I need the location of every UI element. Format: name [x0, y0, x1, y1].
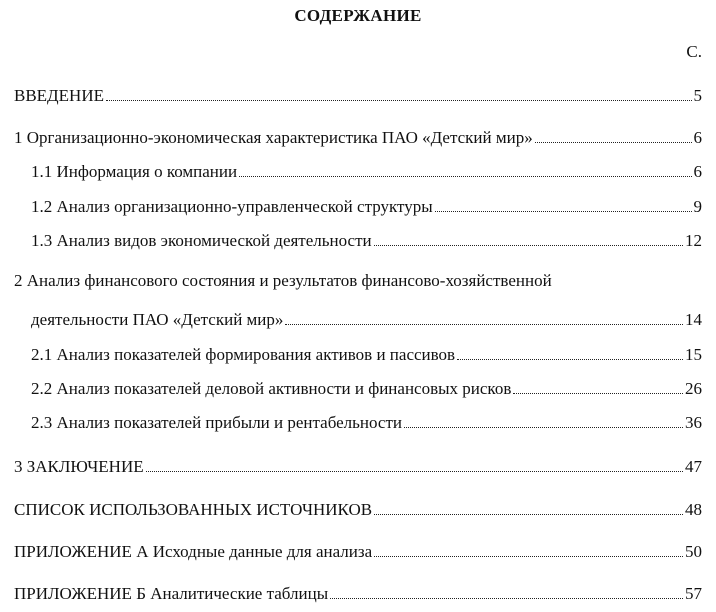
toc-entry-label: 2.2 Анализ показателей деловой активности и финансовых рисков	[31, 379, 512, 398]
toc-entry-label: 1 Организационно-экономическая характеристика ПАО «Детский мир»	[14, 128, 533, 147]
toc-entry-page: 6	[693, 162, 702, 181]
toc-entry-page: 6	[693, 128, 702, 147]
dot-leader	[457, 359, 683, 360]
toc-entry-page: 14	[685, 310, 702, 329]
toc-entry[interactable]	[14, 82, 702, 106]
toc-entry[interactable]	[31, 227, 702, 251]
toc-entry-label: 1.3 Анализ видов экономической деятельности	[31, 231, 372, 250]
dot-leader	[146, 471, 683, 472]
toc-entry-page: 50	[685, 542, 702, 561]
toc-entry-page: 12	[685, 231, 702, 250]
toc-entry[interactable]	[14, 580, 702, 604]
dot-leader	[285, 324, 683, 325]
dot-leader	[374, 556, 683, 557]
dot-leader	[330, 598, 683, 599]
toc-entry-page: 48	[685, 500, 702, 519]
dot-leader	[435, 211, 692, 212]
toc-entry-page: 5	[693, 86, 702, 105]
toc-entry-label: СПИСОК ИСПОЛЬЗОВАННЫХ ИСТОЧНИКОВ	[14, 500, 373, 519]
toc-entry-label: 3 ЗАКЛЮЧЕНИЕ	[14, 457, 144, 476]
toc-entry-page: 26	[685, 379, 702, 398]
toc-entry[interactable]	[31, 409, 702, 433]
page-column-label: С.	[686, 42, 702, 61]
toc-entry-page: 47	[685, 457, 702, 476]
toc-entry[interactable]	[14, 124, 702, 148]
toc-entry[interactable]	[31, 306, 702, 330]
toc-entry-page: 9	[693, 197, 702, 216]
toc-entry[interactable]	[31, 341, 702, 365]
toc-entry-page: 57	[685, 584, 702, 603]
toc-title: СОДЕРЖАНИЕ	[294, 6, 422, 25]
toc-entry-label: ПРИЛОЖЕНИЕ Б Аналитические таблицы	[14, 584, 329, 603]
dot-leader	[239, 176, 691, 177]
dot-leader	[404, 427, 683, 428]
toc-entry-label: 1.1 Информация о компании	[31, 162, 238, 181]
dot-leader	[106, 100, 692, 101]
toc-entry-label-line2: деятельности ПАО «Детский мир»	[31, 310, 284, 329]
toc-entry[interactable]	[14, 453, 702, 477]
toc-entry-label: 2.1 Анализ показателей формирования активов и пассивов	[31, 345, 456, 364]
toc-entry[interactable]	[31, 375, 702, 399]
toc-entry[interactable]	[31, 158, 702, 182]
toc-entry-label: 1.2 Анализ организационно-управленческой структуры	[31, 197, 433, 216]
toc-entry-page: 15	[685, 345, 702, 364]
toc-entry-label: ВВЕДЕНИЕ	[14, 86, 104, 105]
toc-entry-page: 36	[685, 413, 702, 432]
dot-leader	[374, 514, 683, 515]
toc-entry[interactable]	[14, 538, 702, 562]
toc-entry[interactable]	[14, 496, 702, 520]
dot-leader	[513, 393, 683, 394]
dot-leader	[374, 245, 683, 246]
dot-leader	[535, 142, 692, 143]
toc-entry-label: 2.3 Анализ показателей прибыли и рентабельности	[31, 413, 403, 432]
toc-entry[interactable]	[31, 193, 702, 217]
toc-entry-label-line1[interactable]: 2 Анализ финансового состояния и результатов финансово-хозяйственной	[14, 271, 552, 290]
toc-entry-label: ПРИЛОЖЕНИЕ А Исходные данные для анализа	[14, 542, 373, 561]
